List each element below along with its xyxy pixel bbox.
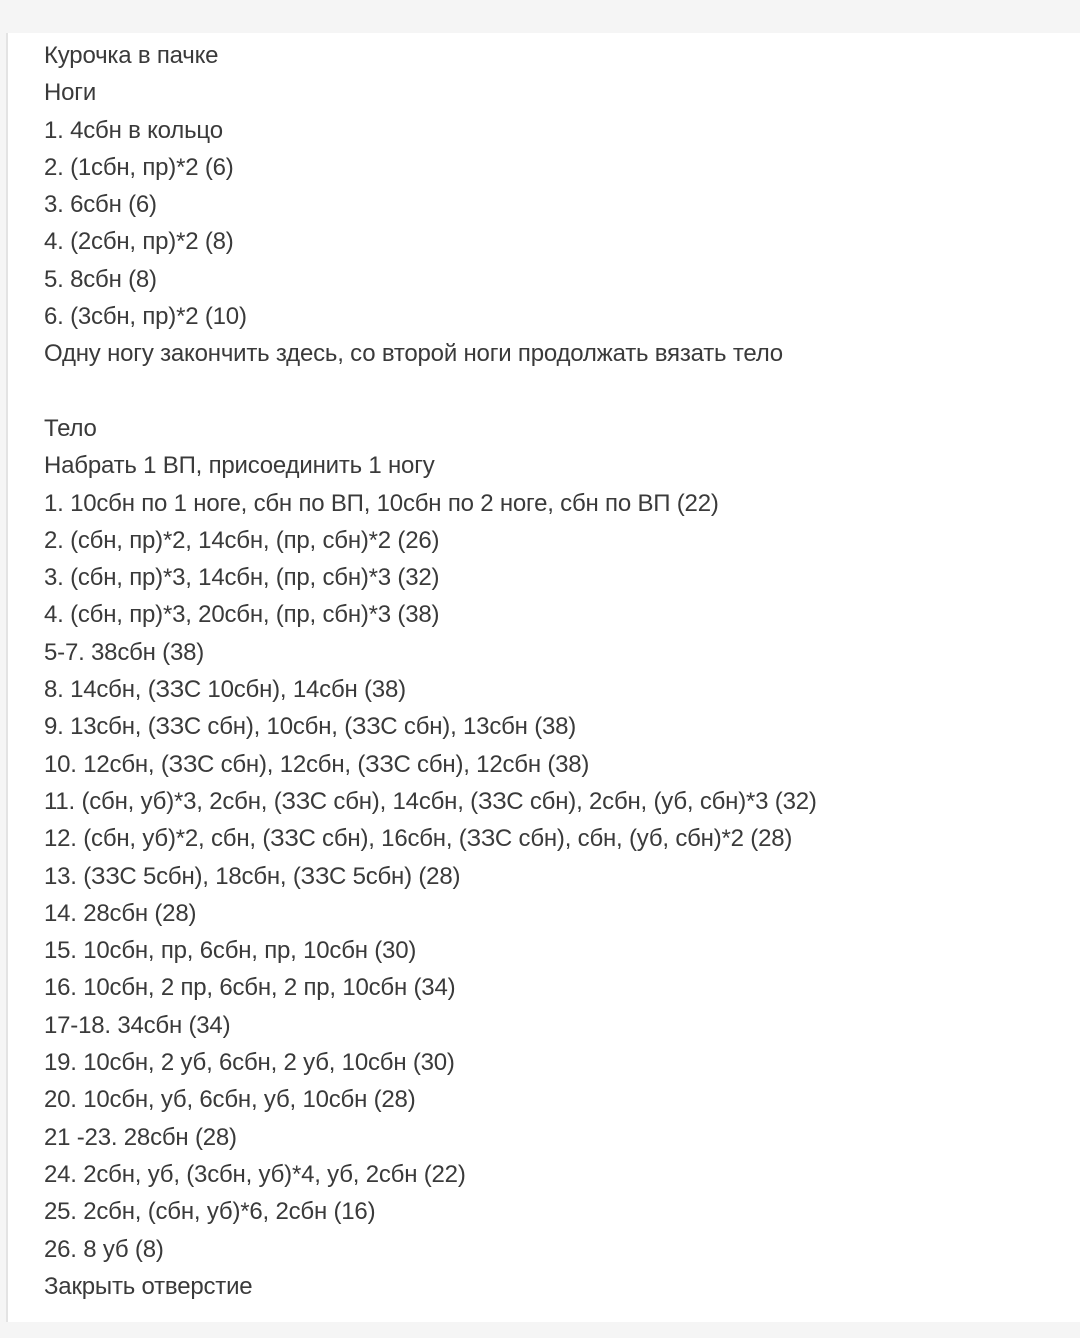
body-row: 13. (ЗЗС 5сбн), 18сбн, (ЗЗС 5сбн) (28) (44, 862, 461, 890)
body-row: 3. (сбн, пр)*3, 14сбн, (пр, сбн)*3 (32) (44, 564, 440, 592)
pattern-title: Курочка в пачке (44, 42, 219, 69)
body-row: 21 -23. 28сбн (28) (44, 1123, 237, 1151)
body-row: 4. (сбн, пр)*3, 20сбн, (пр, сбн)*3 (38) (44, 601, 440, 629)
legs-note: Одну ногу закончить здесь, со второй ноги продолжать вязать тело (44, 340, 783, 368)
body-row: 11. (сбн, уб)*3, 2сбн, (ЗЗС сбн), 14сбн, (ЗЗС сбн), 2сбн, (уб, сбн)*3 (32) (44, 787, 817, 815)
body-row: 26. 8 уб (8) (44, 1235, 164, 1263)
body-intro: Набрать 1 ВП, присоединить 1 ногу (44, 452, 435, 480)
legs-row: 2. (1сбн, пр)*2 (6) (44, 153, 234, 181)
body-row: 14. 28сбн (28) (44, 899, 197, 927)
body-row: 16. 10сбн, 2 пр, 6сбн, 2 пр, 10сбн (34) (44, 974, 456, 1002)
document-page (6, 33, 1080, 1322)
body-row: 8. 14сбн, (ЗЗС 10сбн), 14сбн (38) (44, 676, 406, 704)
body-row: 24. 2сбн, уб, (3сбн, уб)*4, уб, 2сбн (22) (44, 1160, 466, 1188)
legs-heading: Ноги (44, 79, 97, 107)
body-row: 10. 12сбн, (ЗЗС сбн), 12сбн, (ЗЗС сбн), 12сбн (38) (44, 750, 590, 778)
legs-row: 5. 8сбн (8) (44, 265, 157, 293)
body-outro: Закрыть отверстие (44, 1272, 253, 1300)
legs-row: 4. (2сбн, пр)*2 (8) (44, 228, 234, 256)
legs-row: 3. 6сбн (6) (44, 191, 157, 219)
body-row: 15. 10сбн, пр, 6сбн, пр, 10сбн (30) (44, 937, 417, 965)
legs-row: 6. (3сбн, пр)*2 (10) (44, 303, 247, 331)
section-gap (44, 373, 1070, 410)
body-row: 1. 10сбн по 1 ноге, сбн по ВП, 10сбн по 2 ноге, сбн по ВП (22) (44, 489, 719, 517)
body-row: 5-7. 38сбн (38) (44, 638, 205, 666)
body-row: 25. 2сбн, (сбн, уб)*6, 2сбн (16) (44, 1198, 376, 1226)
body-row: 12. (сбн, уб)*2, сбн, (ЗЗС сбн), 16сбн, (ЗЗС сбн), сбн, (уб, сбн)*2 (28) (44, 825, 793, 853)
body-row: 2. (сбн, пр)*2, 14сбн, (пр, сбн)*2 (26) (44, 526, 440, 554)
legs-row: 1. 4сбн в кольцо (44, 116, 223, 144)
body-row: 9. 13сбн, (ЗЗС сбн), 10сбн, (ЗЗС сбн), 13сбн (38) (44, 713, 577, 741)
body-heading: Тело (44, 414, 97, 442)
pattern-text (44, 37, 1070, 1305)
body-row: 19. 10сбн, 2 уб, 6сбн, 2 уб, 10сбн (30) (44, 1049, 455, 1077)
body-row: 17-18. 34сбн (34) (44, 1011, 231, 1039)
body-row: 20. 10сбн, уб, 6сбн, уб, 10сбн (28) (44, 1086, 416, 1114)
